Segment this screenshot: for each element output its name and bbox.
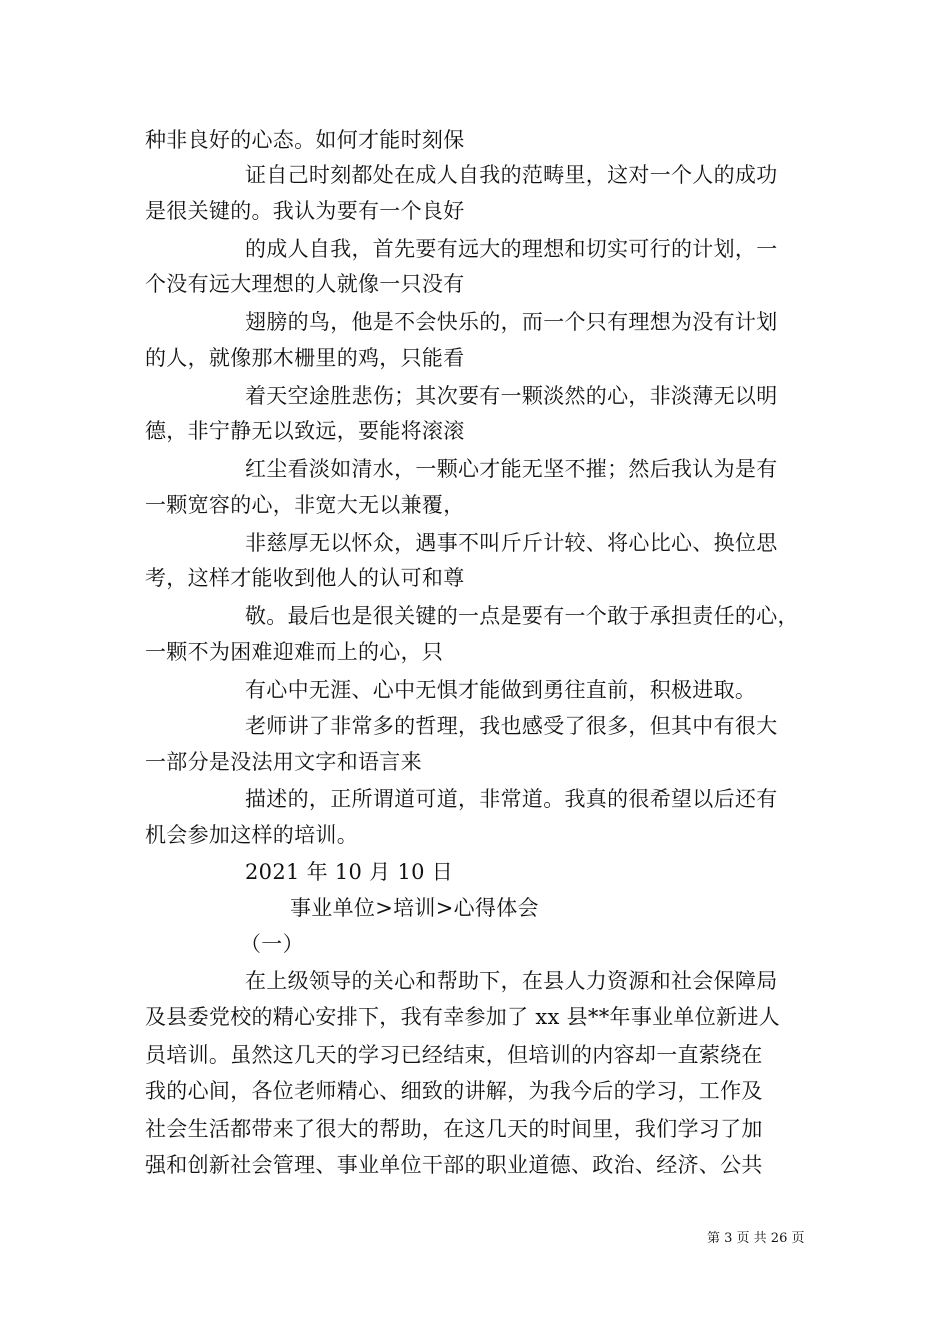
text-line: 社会生活都带来了很大的帮助，在这几天的时间里，我们学习了加: [145, 1117, 763, 1141]
text-line: 德，非宁静无以致远，要能将滚滚: [145, 419, 465, 443]
text-line: 个没有远大理想的人就像一只没有: [145, 272, 465, 296]
text-line: 翅膀的鸟，他是不会快乐的，而一个只有理想为没有计划: [245, 310, 778, 334]
text-line: 员培训。虽然这几天的学习已经结束，但培训的内容却一直萦绕在: [145, 1043, 763, 1067]
text-line: 老师讲了非常多的哲理，我也感受了很多，但其中有很大: [245, 714, 778, 738]
text-line: 是很关键的。我认为要有一个良好: [145, 199, 465, 223]
text-line: 机会参加这样的培训。: [145, 823, 358, 847]
text-line: 着天空途胜悲伤；其次要有一颗淡然的心，非淡薄无以明: [245, 384, 778, 408]
text-line: 及县委党校的精心安排下，我有幸参加了 xx 县**年事业单位新进人: [145, 1005, 780, 1029]
text-line: 有心中无涯、心中无惧才能做到勇往直前，积极进取。: [245, 678, 757, 702]
date-line: 2021 年 10 月 10 日: [245, 860, 454, 884]
text-line: 种非良好的心态。如何才能时刻保: [145, 128, 465, 152]
text-line: 红尘看淡如清水，一颗心才能无坚不摧；然后我认为是有: [245, 457, 778, 481]
text-line: 敬。最后也是很关键的一点是要有一个敢于承担责任的心，: [245, 604, 799, 628]
text-line: 一颗宽容的心，非宽大无以兼覆，: [145, 493, 465, 517]
text-line: 证自己时刻都处在成人自我的范畴里，这对一个人的成功: [245, 163, 778, 187]
text-line: 的成人自我，首先要有远大的理想和切实可行的计划，一: [245, 237, 778, 261]
text-line: 一颗不为困难迎难而上的心，只: [145, 640, 444, 664]
text-line: 在上级领导的关心和帮助下，在县人力资源和社会保障局: [245, 969, 778, 993]
page-footer: 第 3 页 共 26 页: [707, 1231, 805, 1246]
text-line: 强和创新社会管理、事业单位干部的职业道德、政治、经济、公共: [145, 1153, 763, 1177]
text-line: 考，这样才能收到他人的认可和尊: [145, 566, 465, 590]
text-line: 描述的，正所谓道可道，非常道。我真的很希望以后还有: [245, 787, 778, 811]
text-line: 的人，就像那木栅里的鸡，只能看: [145, 346, 465, 370]
text-line: 我的心间，各位老师精心、细致的讲解，为我今后的学习，工作及: [145, 1079, 763, 1103]
text-line: 非慈厚无以怀众，遇事不叫斤斤计较、将心比心、换位思: [245, 531, 778, 555]
text-line: 一部分是没法用文字和语言来: [145, 750, 422, 774]
section-title: 事业单位>培训>心得体会: [290, 896, 539, 920]
section-number: （一）: [240, 932, 304, 956]
